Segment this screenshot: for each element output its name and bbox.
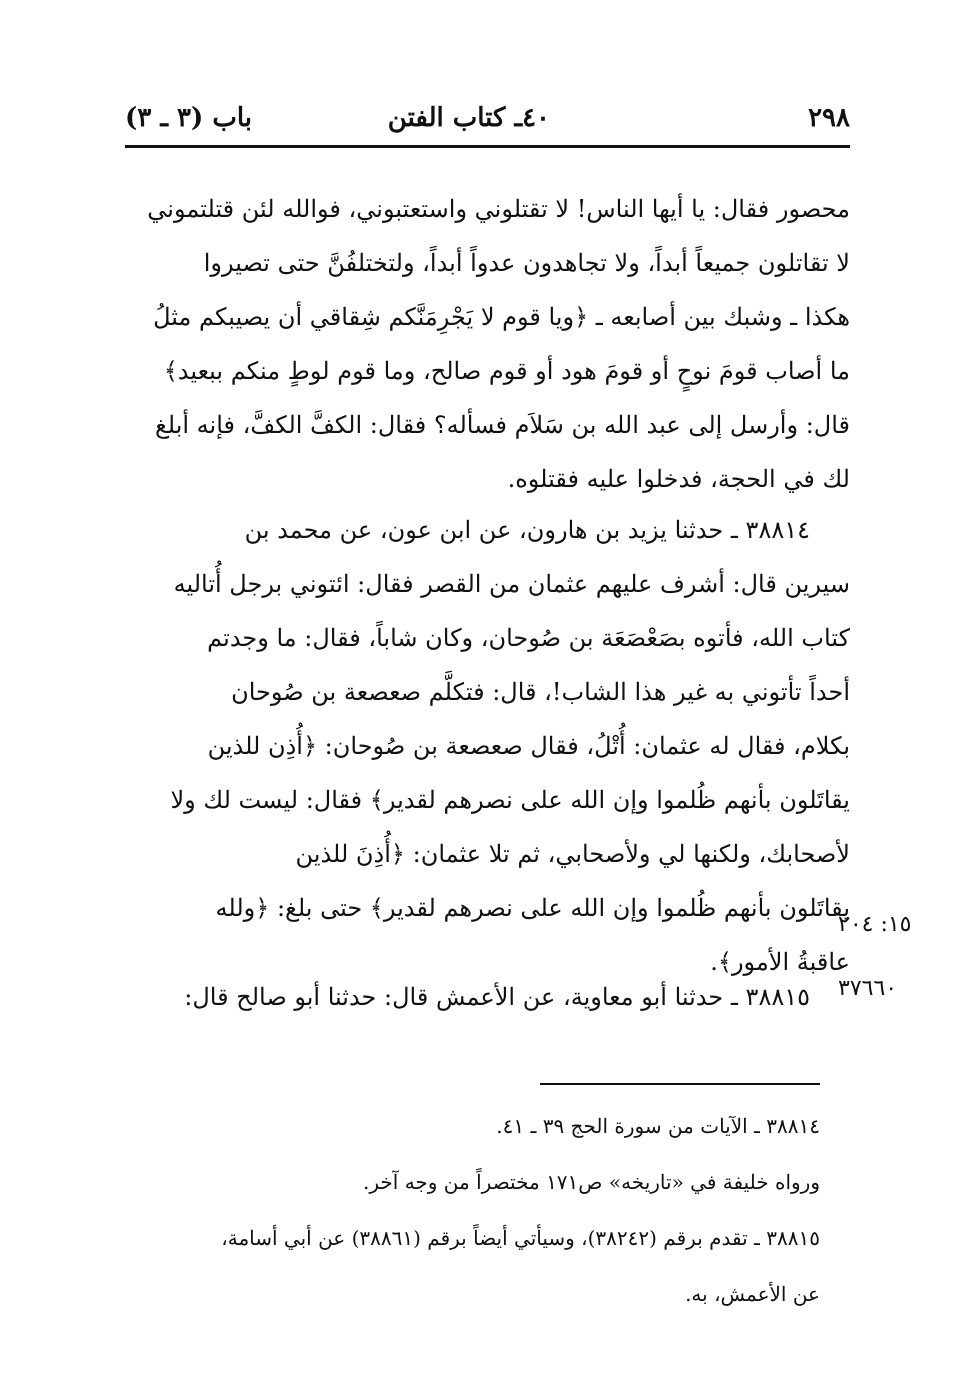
footnote-divider [540,1083,820,1085]
text-line: لا تقاتلون جميعاً أبداً، ولا تجاهدون عدواً أبداً، ولتختلفُنَّ حتى تصيروا [203,249,850,277]
cross-reference-number: ٣٧٦٦٠ [838,976,898,1001]
footnote-line: ٣٨٨١٤ ـ الآيات من سورة الحج ٣٩ ـ ٤١. [496,1114,820,1138]
header-divider [125,145,850,148]
page-number: ٢٩٨ [808,103,850,133]
text-line: أحداً تأتوني به غير هذا الشاب!، قال: فتكلَّم صعصعة بن صُوحان [231,678,850,706]
text-line: ما أصاب قومَ نوحٍ أو قومَ هود أو قوم صالح، وما قوم لوطٍ منكم ببعيد﴾ [163,357,850,385]
text-line: ٣٨٨١٤ ـ حدثنا يزيد بن هارون، عن ابن عون، عن محمد بن [244,516,810,544]
text-line: يقاتَلون بأنهم ظُلموا وإن الله على نصرهم لقدير﴾ حتى بلغ: ﴿ولله [215,894,850,922]
footnote-line: ٣٨٨١٥ ـ تقدم برقم (٣٨٢٤٢)، وسيأتي أيضاً برقم (٣٨٨٦١) عن أبي أسامة، [221,1226,820,1250]
text-line: محصور فقال: يا أيها الناس! لا تقتلوني واستعتبوني، فوالله لئن قتلتموني [147,195,850,223]
text-line: بكلام، فقال له عثمان: أُتْلُ، فقال صعصعة بن صُوحان: ﴿أُذِن للذين [207,732,850,760]
text-line: لك في الحجة، فدخلوا عليه فقتلوه. [507,465,850,493]
hadith-38814 [125,503,850,989]
footnote-line: عن الأعمش، به. [685,1282,820,1306]
text-line: لأصحابك، ولكنها لي ولأصحابي، ثم تلا عثمان: ﴿أُذِنَ للذين [295,840,850,868]
verse-reference: ١٥: ٢٠٤ [838,912,912,937]
text-line: ٣٨٨١٥ ـ حدثنا أبو معاوية، عن الأعمش قال: حدثنا أبو صالح قال: [184,983,810,1011]
text-line: عاقبةُ الأمور﴾. [710,948,850,976]
book-title: ٤٠ـ كتاب الفتن [387,103,550,133]
chapter-label: باب (٣ ـ ٣) [125,103,252,133]
page-header [125,98,850,142]
text-line: يقاتَلون بأنهم ظُلموا وإن الله على نصرهم لقدير﴾ فقال: ليست لك ولا [170,786,850,814]
footnote-line: ورواه خليفة في «تاريخه» ص١٧١ مختصراً من وجه آخر. [363,1170,820,1194]
text-line: قال: وأرسل إلى عبد الله بن سَلاَم فسأله؟ فقال: الكفَّ الكفَّ، فإنه أبلغ [154,411,850,439]
hadith-38815 [125,970,850,1024]
text-line: سيرين قال: أشرف عليهم عثمان من القصر فقال: ائتوني برجل أُتاليه [173,570,850,598]
footnotes [110,1098,820,1322]
text-line: كتاب الله، فأتوه بصَعْصَعَة بن صُوحان، وكان شاباً، فقال: ما وجدتم [207,624,850,652]
text-line: هكذا ـ وشبك بين أصابعه ـ ﴿ويا قوم لا يَجْرِمَنَّكم شِقاقي أن يصيبكم مثلُ [153,303,850,331]
paragraph-continuation [125,182,850,506]
